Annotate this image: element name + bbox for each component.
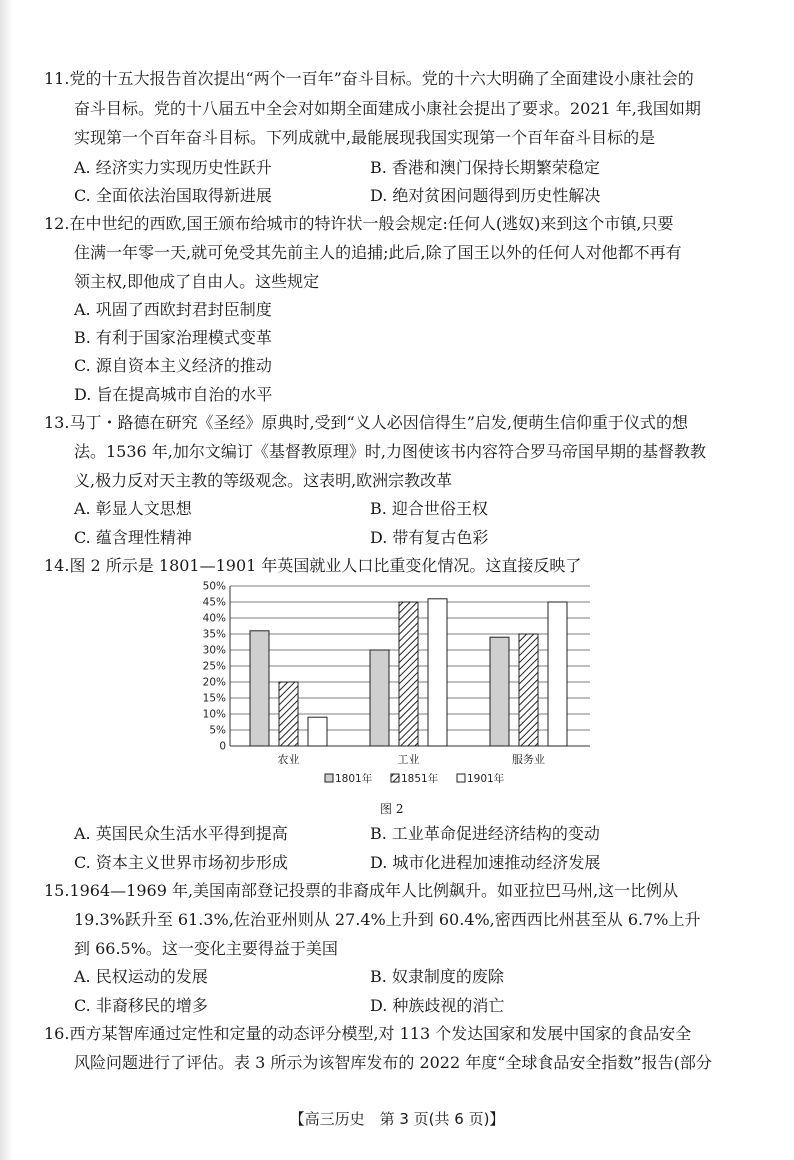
y-tick-label: 30% (202, 644, 226, 657)
chart-svg (180, 577, 600, 795)
q15-option-c[interactable]: C. 非裔移民的增多 (74, 996, 208, 1015)
q12-stem-line-2: 住满一年零一天,就可免受其先前主人的追捕;此后,除了国王以外的任何人对他都不再有 (74, 243, 682, 262)
q12-option-a[interactable]: A. 巩固了西欧封君封臣制度 (74, 300, 272, 319)
legend-swatch (457, 774, 465, 782)
y-tick-label: 5% (209, 724, 226, 737)
q15-stem-line-2: 19.3%跃升至 61.3%,佐治亚州则从 27.4%上升到 60.4%,密西西比州甚至从 6.7%上升 (74, 910, 701, 929)
bar (279, 682, 298, 746)
q12-option-d[interactable]: D. 旨在提高城市自治的水平 (74, 385, 273, 404)
q11-stem-line-2: 奋斗目标。党的十八届五中全会对如期全面建成小康社会提出了要求。2021 年,我国如期 (74, 99, 701, 118)
legend-label: 1851年 (401, 773, 439, 785)
q14-stem-line-1: 14.图 2 所示是 1801—1901 年英国就业人口比重变化情况。这直接反映了 (44, 556, 582, 575)
page-edge-shadow (0, 0, 12, 1160)
q12-stem-line-3: 领主权,即他成了自由人。这些规定 (74, 272, 320, 291)
employment-bar-chart (180, 577, 600, 795)
y-tick-label: 25% (202, 660, 226, 673)
q11-stem-line-1: 11.党的十五大报告首次提出“两个一百年”奋斗目标。党的十六大明确了全面建设小康社会的 (44, 69, 694, 88)
q15-option-d[interactable]: D. 种族歧视的消亡 (370, 996, 505, 1015)
q13-option-c[interactable]: C. 蕴含理性精神 (74, 528, 192, 547)
q14-option-a[interactable]: A. 英国民众生活水平得到提高 (74, 824, 288, 843)
y-tick-label: 35% (202, 628, 226, 641)
bar (428, 599, 447, 746)
q13-stem-line-2: 法。1536 年,加尔文编订《基督教原理》时,力图使该书内容符合罗马帝国早期的基督教教 (74, 442, 706, 461)
q13-option-d[interactable]: D. 带有复古色彩 (370, 528, 489, 547)
legend-label: 1801年 (335, 773, 373, 785)
q15-option-b[interactable]: B. 奴隶制度的废除 (370, 967, 504, 986)
x-category-label: 工业 (397, 753, 420, 766)
q13-stem-line-3: 义,极力反对天主教的等级观念。这表明,欧洲宗教改革 (74, 471, 453, 490)
q12-option-c[interactable]: C. 源自资本主义经济的推动 (74, 356, 272, 375)
y-tick-label: 10% (202, 708, 226, 721)
q12-stem-line-1: 12.在中世纪的西欧,国王颁布给城市的特许状一般会规定:任何人(逃奴)来到这个市镇,只要 (44, 214, 674, 233)
q16-stem-line-1: 16.西方某智库通过定性和定量的动态评分模型,对 113 个发达国家和发展中国家的食品安全 (44, 1024, 692, 1043)
legend-swatch (391, 774, 399, 782)
q11-option-b[interactable]: B. 香港和澳门保持长期繁荣稳定 (370, 158, 600, 177)
legend-swatch (325, 774, 333, 782)
figure-caption: 图 2 (380, 802, 404, 816)
bar (519, 634, 538, 746)
q14-option-c[interactable]: C. 资本主义世界市场初步形成 (74, 853, 288, 872)
q14-option-b[interactable]: B. 工业革命促进经济结构的变动 (370, 824, 600, 843)
q15-stem-line-3: 到 66.5%。这一变化主要得益于美国 (74, 939, 338, 958)
y-tick-label: 50% (202, 580, 226, 593)
page-footer: 【高三历史 第 3 页(共 6 页)】 (289, 1110, 505, 1128)
q11-option-d[interactable]: D. 绝对贫困问题得到历史性解决 (370, 186, 601, 205)
y-tick-label: 15% (202, 692, 226, 705)
x-category-label: 服务业 (512, 753, 545, 766)
y-tick-label: 45% (202, 596, 226, 609)
bar (548, 602, 567, 746)
q11-stem-line-3: 实现第一个百年奋斗目标。下列成就中,最能展现我国实现第一个百年奋斗目标的是 (74, 128, 656, 147)
bar (308, 717, 327, 746)
q11-option-c[interactable]: C. 全面依法治国取得新进展 (74, 186, 272, 205)
q13-option-b[interactable]: B. 迎合世俗王权 (370, 499, 488, 518)
q13-option-a[interactable]: A. 彰显人文思想 (74, 499, 192, 518)
bar (250, 631, 269, 746)
y-tick-label: 20% (202, 676, 226, 689)
q13-stem-line-1: 13.马丁・路德在研究《圣经》原典时,受到“义人必因信得生”启发,便萌生信仰重于仪式的想 (44, 413, 688, 432)
q15-option-a[interactable]: A. 民权运动的发展 (74, 967, 208, 986)
legend-label: 1901年 (467, 773, 505, 785)
x-category-label: 农业 (277, 753, 300, 766)
q11-option-a[interactable]: A. 经济实力实现历史性跃升 (74, 158, 272, 177)
bar (399, 602, 418, 746)
y-tick-label: 40% (202, 612, 226, 625)
bar (490, 637, 509, 746)
q16-stem-line-2: 风险问题进行了评估。表 3 所示为该智库发布的 2022 年度“全球食品安全指数”报告(部分 (74, 1053, 712, 1072)
q14-option-d[interactable]: D. 城市化进程加速推动经济发展 (370, 853, 601, 872)
q15-stem-line-1: 15.1964—1969 年,美国南部登记投票的非裔成年人比例飙升。如亚拉巴马州,这一比例从 (44, 881, 679, 900)
q12-option-b[interactable]: B. 有利于国家治理模式变革 (74, 328, 272, 347)
bar (370, 650, 389, 746)
y-tick-label: 0 (219, 740, 226, 753)
